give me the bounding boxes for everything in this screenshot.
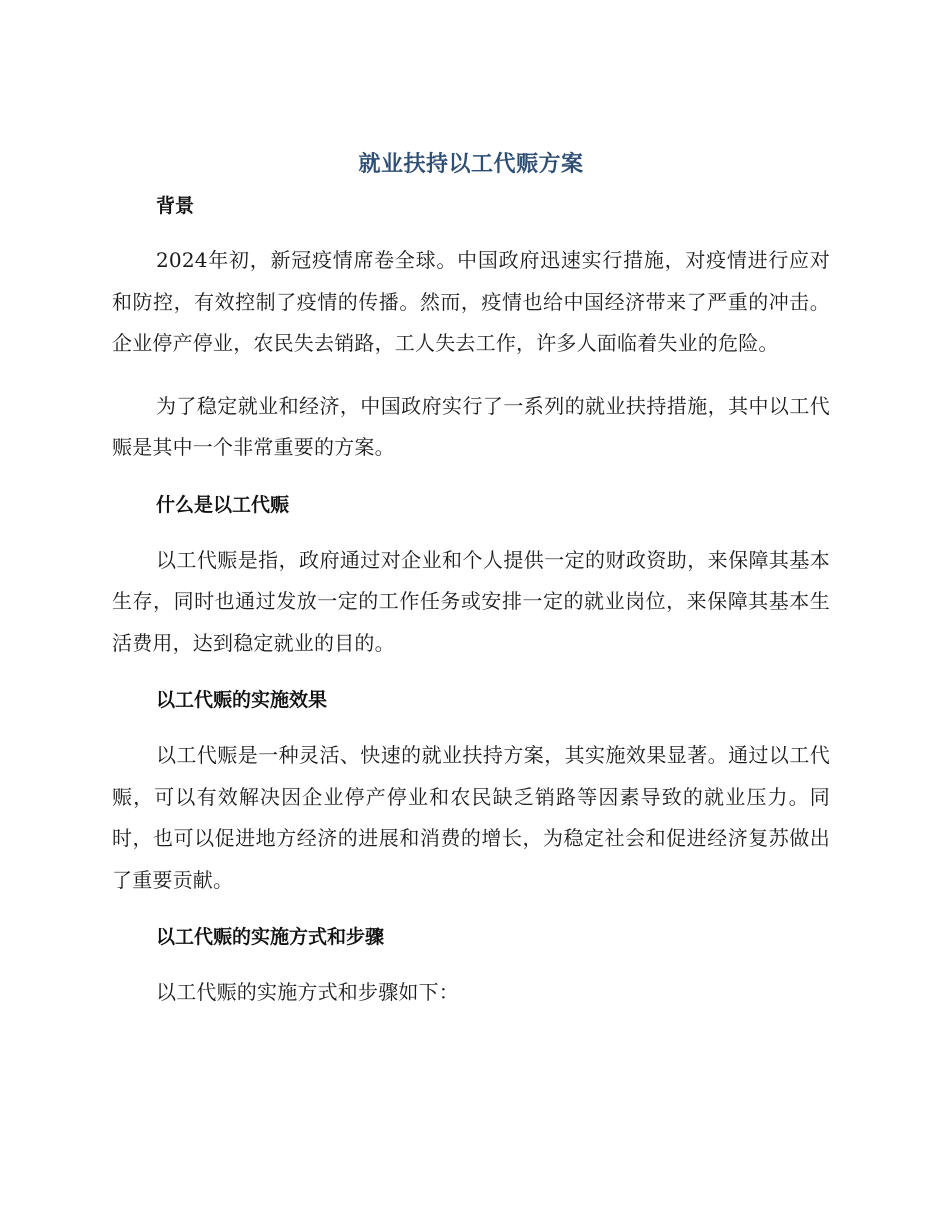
paragraph: 为了稳定就业和经济，中国政府实行了一系列的就业扶持措施，其中以工代赈是其中一个非常重要的方案。 bbox=[112, 393, 830, 459]
document-title: 就业扶持以工代赈方案 bbox=[358, 152, 584, 177]
paragraph: 以工代赈的实施方式和步骤如下： bbox=[156, 980, 459, 1004]
section-heading-background: 背景 bbox=[156, 195, 195, 217]
paragraph: 以工代赈是指，政府通过对企业和个人提供一定的财政资助，来保障其基本生存，同时也通过发放一定的工作任务或安排一定的就业岗位，来保障其基本生活费用，达到稳定就业的目的。 bbox=[112, 547, 830, 655]
section-heading-steps: 以工代赈的实施方式和步骤 bbox=[156, 926, 385, 948]
section-heading-effects: 以工代赈的实施效果 bbox=[156, 689, 328, 711]
section-heading-definition: 什么是以工代赈 bbox=[156, 493, 290, 516]
paragraph: 以工代赈是一种灵活、快速的就业扶持方案，其实施效果显著。通过以工代赈，可以有效解决因企业停产停业和农民缺乏销路等因素导致的就业压力。同时，也可以促进地方经济的进展和消费的增长，为稳定社会和促进经济复苏做出了重要贡献。 bbox=[112, 743, 830, 892]
paragraph: 2024年初，新冠疫情席卷全球。中国政府迅速实行措施，对疫情进行应对和防控，有效控制了疫情的传播。然而，疫情也给中国经济带来了严重的冲击。企业停产停业，农民失去销路，工人失去工作，许多人面临着失业的危险。 bbox=[112, 248, 830, 355]
document-page bbox=[112, 148, 830, 1014]
